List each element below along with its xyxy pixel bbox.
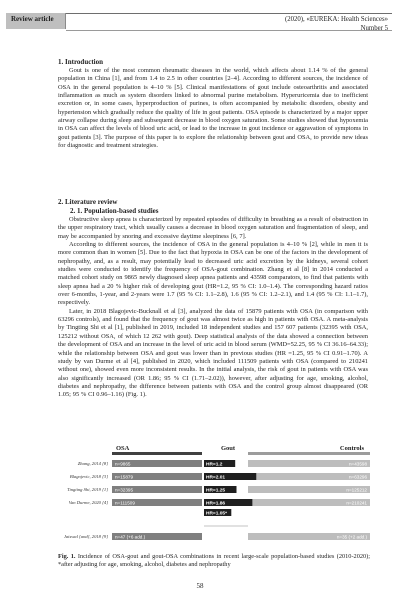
- controls-count-label: n=43598: [348, 461, 367, 467]
- introduction-heading: 1. Introduction: [58, 58, 103, 66]
- chart-header-controls-band: [248, 452, 370, 455]
- figure-caption-text: Incidence of OSA-gout and gout-OSA combinations in recent large-scale population-based studies (2010-2020); *after adjusting for age, smoking, alcohol, diabetes and nephropathy: [58, 553, 370, 569]
- chart-header-osa-band: [112, 452, 202, 455]
- osa-count-label: n=32395: [115, 487, 134, 493]
- controls-count-label: n=210241: [346, 500, 367, 506]
- figure-caption-label: Fig. 1.: [58, 553, 76, 560]
- figure-caption: [58, 553, 370, 569]
- ratio-label: HR=1.86: [206, 501, 226, 507]
- gout-osa-chart: [58, 442, 370, 554]
- review-paragraph-1: Obstructive sleep apnea is characterized by repeated episodes of difficulty in breathing as a result of obstruction in the upper respiratory tract, which usually causes a decrease in blood oxygen saturation and fragmentation of sleep, and may be accompanied by snoring and excessive daytime sleepiness [6, 7].: [58, 216, 368, 240]
- controls-count-label: n=125212: [346, 487, 367, 493]
- header-rule: [66, 13, 392, 14]
- study-label: Tingting Shi, 2019 [1]: [67, 487, 108, 492]
- study-label: Zhang, 2014 [8]: [77, 461, 108, 466]
- literature-review-section: [58, 198, 368, 400]
- figure-1: [58, 442, 370, 554]
- literature-review-heading: 2. Literature review: [58, 198, 118, 206]
- controls-count-label: n=63296: [348, 474, 367, 480]
- page-number: 58: [196, 582, 204, 590]
- ratio-label: HR=1.2: [206, 462, 223, 468]
- ratio-label: HR=1.25: [206, 488, 226, 494]
- journal-line-1: (2020), «EUREKA: Health Sciences»: [284, 16, 388, 23]
- introduction-paragraph: Gout is one of the most common rheumatic diseases in the world, which affects about 1.14 % of the general population in China [1], and from 1.4 to 2.5 in other countries [2–4]. According to different sources, the incidence of OSA in the general population is 4–10 % [5]. Clinical manifestations of gout include osteoarthritis and associated inflammation as much as system disorders linked to abnormal purine metabolism. Hyperuricemia due to inefficient excretion or, in some cases, hyperproduction of purines, is often accompanied by metabolic disorders, obesity and hypertension which gradually reduce the quality of life in gout patients. OSA episode is characterized by a major upper airway collapse during sleep and subsequent decrease in blood oxygen saturation. Some studies showed that hypoxemia in OSA can affect the levels of blood uric acid, or lead to the increase in gout incidence or aggravation of symptoms in gout patients [3]. The purpose of this paper is to explore the relationship between gout and OSA, to provide new ideas for diagnostic and treatment strategies.: [58, 67, 368, 150]
- ratio-label: HR=2.01: [206, 475, 226, 481]
- controls-count-label: n=35 (+2 add.): [336, 534, 367, 540]
- population-studies-subheading: 2. 1. Population-based studies: [70, 207, 159, 215]
- header-bottom-rule: [66, 30, 392, 31]
- osa-count-label: n=47 (+6 add.): [115, 534, 146, 540]
- review-paragraph-2: According to different sources, the incidence of OSA in the general population is 4–10 % [2], while in men it is more common than in women [5]. Due to the fact that hypoxia in OSA can be one of the factors in the development of nephropathy, and, as a result, may potentially lead to decreased uric acid excretion by the kidneys, several cohort studies were conducted to identify the frequency of OSA-gout combination. Zhang et al [8] in 2014 conducted a matched cohort study on 9865 newly diagnosed sleep apnea patients and 43598 comparators, to find that patients with sleep apnea had a 20 % higher risk of developing gout (HR=1.2, 95 % CI: 1.0–1.4). The corresponding hazard ratios over 6-months, 1-year, and 2-years were 1.7 (95 % CI: 1.1–2.8), 1.6 (95 % CI: 1.2–2.1), and 1.4 (95 % CI: 1.1–1.7), respectively.: [58, 241, 368, 307]
- ratio-label: HR=1.05*: [206, 511, 227, 517]
- study-label: Blagojevic, 2018 [3]: [69, 474, 108, 479]
- chart-header-controls: Controls: [339, 445, 364, 452]
- osa-count-label: n=15879: [115, 474, 134, 480]
- osa-count-label: n=111509: [115, 500, 135, 506]
- article-type-tag: Review article: [6, 13, 66, 29]
- study-label: Jaiswal [and], 2018 [9]: [63, 534, 108, 539]
- osa-count-label: n=9865: [115, 461, 131, 467]
- chart-header-gout: Gout: [220, 445, 236, 452]
- introduction-section: [58, 58, 368, 150]
- review-paragraph-3: Later, in 2018 Blagojevic-Bucknall et al [3], analyzed the data of 15879 patients with OSA (in comparison with 63296 controls), and found that the frequency of gout was almost twice as high in patients with OSA. A meta-analysis by Tingting Shi et al [1], published in 2019, included 18 independent studies and 157 607 patients (32395 with OSA, 125212 without OSA, of which 12 262 with gout). Deep statistical analysis of the data showed a connection between the development of OSA and an increase in the level of uric acid in blood serum (WMD=52.25, 95 % CI 36.16–64.33); while the relationship between OSA and gout was lower than in previous studies (HR =1.25, 95 % CI 0.91–1.70). A study by van Durme et al [4], published in 2020, which included 111509 patients with OSA (compared to 210241 without one), showed even more inconsistent results. In the initial analysis, the risk of gout in patients with OSA was also significantly increased (OR 1.86; 95 % CI (1.71–2.02)), however, after adjusting for age, smoking, alcohol, diabetes and nephropathy, the difference between patients with OSA and the control group almost disappeared (OR 1.05; 95 % CI 0.96–1.16) (Fig. 1).: [58, 307, 368, 399]
- study-label: Van Durme, 2020 [4]: [68, 500, 108, 505]
- chart-header-osa: OSA: [116, 445, 130, 452]
- journal-line-2: Number 5: [360, 25, 388, 32]
